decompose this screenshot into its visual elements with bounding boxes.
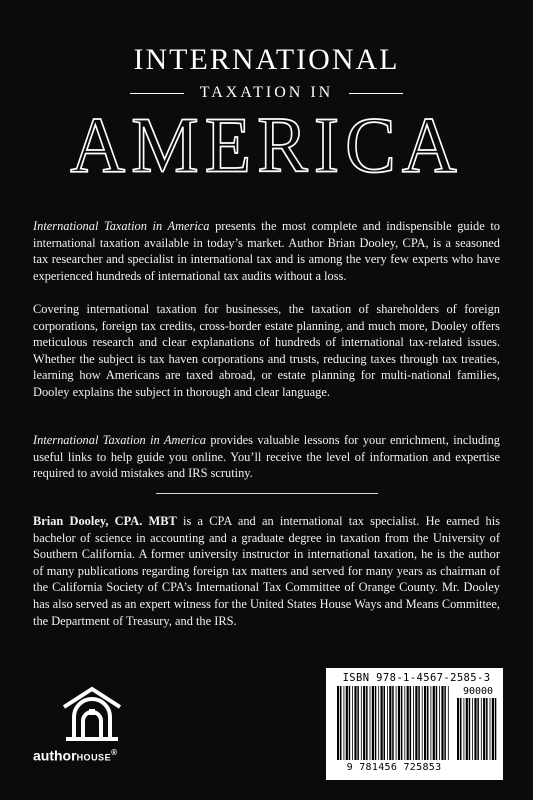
barcode-bar [357,686,359,760]
barcode-bar [439,686,440,760]
barcode-bar [344,686,345,760]
section-divider [156,493,378,494]
barcode-bar [410,686,412,760]
barcode-bar [464,698,465,760]
barcode-bar [407,686,409,760]
barcode-bar [427,686,429,760]
barcode-bar [366,686,368,760]
barcode-bar [472,698,473,760]
barcode-bar [466,698,468,760]
barcode-bar [431,686,432,760]
authorhouse-logo-icon [58,683,126,743]
description-paragraph-1 [33,218,500,284]
title-rule-right [349,93,403,94]
barcode-bar [340,686,342,760]
barcode-bar [469,698,471,760]
barcode-bar [381,686,383,760]
title-line-1: INTERNATIONAL [133,43,400,76]
barcode-bar [424,686,426,760]
barcode-bar [486,698,488,760]
barcode-bar [413,686,414,760]
barcode-bar [363,686,365,760]
title-line-3: AMERICA [70,101,463,190]
isbn-barcode [326,668,503,780]
price-code: 90000 [462,686,494,697]
publisher-name: authorHOUSE® [33,747,117,764]
barcode-bar [349,686,351,760]
description-paragraph-2 [33,301,500,401]
barcode-bar [460,698,462,760]
cover-title [0,0,533,200]
barcode-bar [378,686,379,760]
paragraph-text: provides valuable lessons for your enrichment, including useful links to help guide you online. You’ll receive the level of information and expertise required to avoid mistakes and IRS scrutiny. [33,433,500,481]
barcode-bar [401,686,403,760]
barcode-bar [387,686,388,760]
barcode-bar [433,686,435,760]
barcode-bar [490,698,491,760]
barcode-bar [392,686,394,760]
barcode-bar [436,686,438,760]
barcode-bar [375,686,377,760]
barcode-bar [404,686,405,760]
book-title-italic: International Taxation in America [33,433,206,447]
barcode-bar [384,686,386,760]
paragraph-text: Covering international taxation for businesses, the taxation of shareholders of foreign corporations, foreign tax credits, cross-border estate planning, and much more, Dooley offers meticulous research and clear explanations of hundreds of international tax-related issues. Whether the subject is tax haven corporations and trusts, reducing taxes through tax treaties, learning how Americans are taxed abroad, or estate planning for multi-national families, Dooley explains the subject in thorough and clear language. [33,302,500,399]
isbn-label: ISBN 978-1-4567-2585-3 [342,672,491,684]
barcode-bar [422,686,423,760]
barcode-bar [396,686,397,760]
author-bio-text: is a CPA and an international tax specialist. He earned his bachelor of science in accounting and a graduate degree in taxation from the University of Southern California. A former university instructor in international taxation, he is the author of many publications regarding foreign tax matters and served for many years as chairman of the California Society of CPA’s International Tax Committee of Orange County. Mr. Dooley has also served as an expert witness for the United States House Ways and Means Committee, the Department of Treasury, and the IRS. [33,514,501,628]
barcode-bar [372,686,374,760]
barcode-bar [495,698,497,760]
barcode-bar [389,686,391,760]
author-name: Brian Dooley, CPA. MBT [33,514,177,528]
barcode-bar [444,686,446,760]
barcode-bar [398,686,400,760]
barcode-bar [457,698,459,760]
barcode-bar [370,686,371,760]
barcode-bar [481,698,482,760]
barcode-bar [346,686,348,760]
barcode-bar [361,686,362,760]
description-paragraph-3 [33,432,500,482]
book-title-italic: International Taxation in America [33,219,210,233]
addon-barcode-bars [456,698,499,760]
paragraph-text: presents the most complete and indispensible guide to international taxation available in today’s market. Author Brian Dooley, CPA, is a seasoned tax researcher and specialist in international tax and is among the very few experts who have experienced hundreds of international tax audits without a loss. [33,219,500,283]
barcode-bar [415,686,417,760]
barcode-bar [477,698,479,760]
barcode-bar [492,698,494,760]
barcode-bar [337,686,339,760]
barcode-bar [483,698,485,760]
barcode-digits: 9 781456 725853 [346,762,442,773]
barcode-bar [448,686,449,760]
ean-barcode-bars [336,686,450,760]
title-line-2: TAXATION IN [199,84,334,101]
barcode-bar [354,686,356,760]
barcode-bar [441,686,443,760]
author-bio [33,513,500,629]
barcode-bar [352,686,353,760]
barcode-bar [474,698,476,760]
barcode-bar [418,686,420,760]
